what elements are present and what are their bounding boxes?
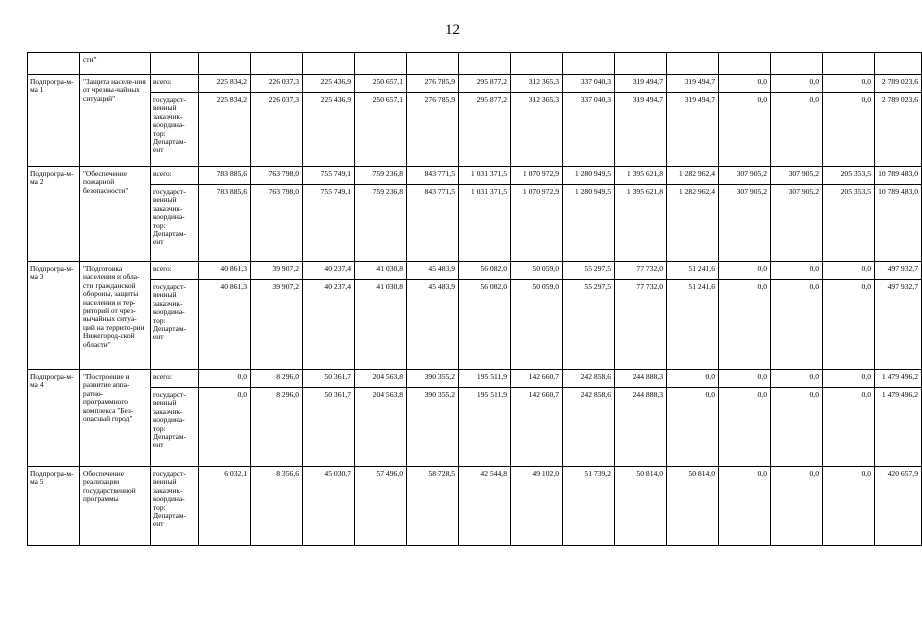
year-value-cell: 307 905,2 xyxy=(719,167,771,185)
year-value-cell: 0,0 xyxy=(771,93,823,167)
subprogram-name: "Обеспечение пожарной безопасности" xyxy=(80,167,151,262)
year-value-cell: 1 395 621,8 xyxy=(615,167,667,185)
year-value-cell: 390 355,2 xyxy=(407,370,459,388)
year-value-cell: 0,0 xyxy=(771,370,823,388)
subprogram-name: Обеспечение реализации государственной программы xyxy=(80,467,151,546)
year-value-cell: 77 732,0 xyxy=(615,262,667,280)
subprogram-total-row xyxy=(28,167,922,185)
total-value-cell: 2 789 023,6 xyxy=(875,93,922,167)
subprogram-detail-row xyxy=(28,467,922,546)
year-value-cell: 8 296,0 xyxy=(251,370,303,388)
year-value-cell: 843 771,5 xyxy=(407,185,459,262)
total-value-cell: 497 932,7 xyxy=(875,262,922,280)
year-value-cell: 0,0 xyxy=(719,370,771,388)
year-value-cell: 1 280 949,5 xyxy=(563,185,615,262)
year-value-cell: 307 905,2 xyxy=(771,167,823,185)
responsible-cell: всего: xyxy=(151,75,199,93)
year-value-cell: 0,0 xyxy=(823,467,875,546)
subprogram-label: Подпрогра-м-ма 1 xyxy=(28,75,80,167)
year-value-cell: 337 040,3 xyxy=(563,75,615,93)
year-value-cell: 45 483,9 xyxy=(407,262,459,280)
year-value-cell: 242 858,6 xyxy=(563,370,615,388)
year-value-cell: 0,0 xyxy=(667,370,719,388)
year-value-cell: 49 102,0 xyxy=(511,467,563,546)
year-value-cell: 40 237,4 xyxy=(303,280,355,370)
continuation-row xyxy=(28,53,922,75)
year-value-cell: 1 395 621,8 xyxy=(615,185,667,262)
year-value-cell: 1 070 972,9 xyxy=(511,185,563,262)
total-value-cell: 420 657,9 xyxy=(875,467,922,546)
responsible-cell: всего: xyxy=(151,370,199,388)
year-value-cell: 1 031 371,5 xyxy=(459,185,511,262)
year-value-cell: 50 361,7 xyxy=(303,370,355,388)
subprogram-detail-row xyxy=(28,185,922,262)
year-value-cell: 8 356,6 xyxy=(251,467,303,546)
year-value-cell: 0,0 xyxy=(823,262,875,280)
year-value-cell: 55 297,5 xyxy=(563,280,615,370)
year-value-cell: 40 861,3 xyxy=(199,280,251,370)
year-value-cell: 0,0 xyxy=(199,388,251,467)
responsible-cell: государст-венный заказчик-координа-тор: Департам-ент xyxy=(151,93,199,167)
year-value-cell: 319 494,7 xyxy=(667,93,719,167)
year-value-cell: 759 236,8 xyxy=(355,167,407,185)
year-value-cell: 50 059,0 xyxy=(511,262,563,280)
subprogram-detail-row xyxy=(28,93,922,167)
year-value-cell: 51 241,6 xyxy=(667,280,719,370)
year-value-cell: 45 483,9 xyxy=(407,280,459,370)
year-value-cell: 307 905,2 xyxy=(719,185,771,262)
year-value-cell: 41 030,8 xyxy=(355,262,407,280)
year-value-cell: 8 296,0 xyxy=(251,388,303,467)
subprogram-total-row xyxy=(28,262,922,280)
year-value-cell: 763 798,0 xyxy=(251,167,303,185)
year-value-cell: 250 657,1 xyxy=(355,93,407,167)
page-number: 12 xyxy=(445,22,460,38)
year-value-cell: 319 494,7 xyxy=(667,75,719,93)
year-value-cell: 39 907,2 xyxy=(251,262,303,280)
year-value-cell: 1 280 949,5 xyxy=(563,167,615,185)
year-value-cell: 50 814,0 xyxy=(667,467,719,546)
year-value-cell: 755 749,1 xyxy=(303,185,355,262)
year-value-cell: 307 905,2 xyxy=(771,185,823,262)
year-value-cell: 755 749,1 xyxy=(303,167,355,185)
year-value-cell: 226 037,3 xyxy=(251,93,303,167)
total-value-cell: 497 932,7 xyxy=(875,280,922,370)
subprogram-detail-row xyxy=(28,280,922,370)
total-value-cell: 2 789 023,6 xyxy=(875,75,922,93)
name-cell: сти" xyxy=(80,53,151,75)
year-value-cell: 41 030,8 xyxy=(355,280,407,370)
year-value-cell: 0,0 xyxy=(823,370,875,388)
year-value-cell: 783 885,6 xyxy=(199,185,251,262)
year-value-cell: 42 544,8 xyxy=(459,467,511,546)
subprogram-label: Подпрогра-м-ма 4 xyxy=(28,370,80,467)
year-value-cell: 0,0 xyxy=(771,467,823,546)
year-value-cell: 843 771,5 xyxy=(407,167,459,185)
year-value-cell: 0,0 xyxy=(823,388,875,467)
responsible-cell: государст-венный заказчик-координа-тор: Департам-ент xyxy=(151,280,199,370)
table-body xyxy=(28,53,922,546)
year-value-cell: 50 361,7 xyxy=(303,388,355,467)
year-value-cell: 0,0 xyxy=(771,262,823,280)
year-value-cell: 1 282 962,4 xyxy=(667,167,719,185)
year-value-cell: 276 785,9 xyxy=(407,75,459,93)
year-value-cell: 39 907,2 xyxy=(251,280,303,370)
year-value-cell: 319 494,7 xyxy=(615,93,667,167)
budget-table xyxy=(27,52,922,546)
subprogram-name: "Защита населе-ния от чрезвы-чайных ситуаций" xyxy=(80,75,151,167)
year-value-cell: 225 436,9 xyxy=(303,75,355,93)
year-value-cell: 312 365,3 xyxy=(511,93,563,167)
year-value-cell: 45 030,7 xyxy=(303,467,355,546)
year-value-cell: 56 082,0 xyxy=(459,280,511,370)
year-value-cell: 50 814,0 xyxy=(615,467,667,546)
year-value-cell: 0,0 xyxy=(771,75,823,93)
year-value-cell: 226 037,3 xyxy=(251,75,303,93)
resp-cell xyxy=(151,53,199,75)
year-value-cell: 40 237,4 xyxy=(303,262,355,280)
subprogram-detail-row xyxy=(28,388,922,467)
year-value-cell: 77 732,0 xyxy=(615,280,667,370)
year-value-cell: 50 059,0 xyxy=(511,280,563,370)
year-value-cell: 0,0 xyxy=(823,75,875,93)
year-value-cell: 0,0 xyxy=(719,467,771,546)
year-value-cell: 337 040,3 xyxy=(563,93,615,167)
year-value-cell: 1 282 962,4 xyxy=(667,185,719,262)
year-value-cell: 58 728,5 xyxy=(407,467,459,546)
year-value-cell: 0,0 xyxy=(719,280,771,370)
year-value-cell: 142 660,7 xyxy=(511,388,563,467)
year-value-cell: 55 297,5 xyxy=(563,262,615,280)
year-value-cell: 51 739,2 xyxy=(563,467,615,546)
year-value-cell: 204 563,8 xyxy=(355,370,407,388)
year-value-cell: 319 494,7 xyxy=(615,75,667,93)
subprogram-label: Подпрогра-м-ма 5 xyxy=(28,467,80,546)
year-value-cell: 783 885,6 xyxy=(199,167,251,185)
year-value-cell: 0,0 xyxy=(667,388,719,467)
year-value-cell: 57 496,0 xyxy=(355,467,407,546)
year-value-cell: 195 511,9 xyxy=(459,388,511,467)
year-value-cell: 390 355,2 xyxy=(407,388,459,467)
year-value-cell: 1 031 371,5 xyxy=(459,167,511,185)
year-value-cell: 0,0 xyxy=(823,93,875,167)
total-value-cell: 1 479 496,2 xyxy=(875,370,922,388)
subprogram-name: "Подготовка населения и обла-сти гражданской обороны, защиты населения и тер-риторий от чрез-вычайных ситуа-ций на террито-рии Нижегород-ской области" xyxy=(80,262,151,370)
total-value-cell: 1 479 496,2 xyxy=(875,388,922,467)
year-value-cell: 205 353,5 xyxy=(823,167,875,185)
responsible-cell: государст-венный заказчик-координа-тор: Департам-ент xyxy=(151,467,199,546)
subprogram-total-row xyxy=(28,75,922,93)
responsible-cell: всего: xyxy=(151,262,199,280)
year-value-cell: 51 241,6 xyxy=(667,262,719,280)
year-value-cell: 0,0 xyxy=(719,75,771,93)
year-value-cell: 0,0 xyxy=(771,280,823,370)
subprogram-label: Подпрогра-м-ма 2 xyxy=(28,167,80,262)
total-value-cell: 10 789 483,0 xyxy=(875,185,922,262)
subprogram-label: Подпрогра-м-ма 3 xyxy=(28,262,80,370)
year-value-cell: 195 511,9 xyxy=(459,370,511,388)
year-value-cell: 0,0 xyxy=(771,388,823,467)
year-value-cell: 0,0 xyxy=(719,388,771,467)
year-value-cell: 759 236,8 xyxy=(355,185,407,262)
year-value-cell: 225 436,9 xyxy=(303,93,355,167)
year-value-cell: 250 657,1 xyxy=(355,75,407,93)
year-value-cell: 244 888,3 xyxy=(615,388,667,467)
year-value-cell: 276 785,9 xyxy=(407,93,459,167)
year-value-cell: 0,0 xyxy=(719,93,771,167)
responsible-cell: государст-венный заказчик-координа-тор: Департам-ент xyxy=(151,185,199,262)
year-value-cell: 295 877,2 xyxy=(459,93,511,167)
subprogram-total-row xyxy=(28,370,922,388)
year-value-cell: 225 834,2 xyxy=(199,75,251,93)
responsible-cell: государст-венный заказчик-координа-тор: Департам-ент xyxy=(151,388,199,467)
year-value-cell: 0,0 xyxy=(199,370,251,388)
total-value-cell: 10 789 483,0 xyxy=(875,167,922,185)
subprogram-name: "Построение и развитие аппа-ратно-программного комплекса "Без-опасный город" xyxy=(80,370,151,467)
year-value-cell: 763 798,0 xyxy=(251,185,303,262)
year-value-cell: 6 032,1 xyxy=(199,467,251,546)
responsible-cell: всего: xyxy=(151,167,199,185)
year-value-cell: 242 858,6 xyxy=(563,388,615,467)
year-value-cell: 142 660,7 xyxy=(511,370,563,388)
year-value-cell: 244 888,3 xyxy=(615,370,667,388)
label-cell xyxy=(28,53,80,75)
year-value-cell: 204 563,8 xyxy=(355,388,407,467)
year-value-cell: 0,0 xyxy=(823,280,875,370)
year-value-cell: 1 070 972,9 xyxy=(511,167,563,185)
year-value-cell: 225 834,2 xyxy=(199,93,251,167)
year-value-cell: 205 353,5 xyxy=(823,185,875,262)
year-value-cell: 295 877,2 xyxy=(459,75,511,93)
year-value-cell: 40 861,3 xyxy=(199,262,251,280)
year-value-cell: 56 082,0 xyxy=(459,262,511,280)
year-value-cell: 0,0 xyxy=(719,262,771,280)
year-value-cell: 312 365,3 xyxy=(511,75,563,93)
